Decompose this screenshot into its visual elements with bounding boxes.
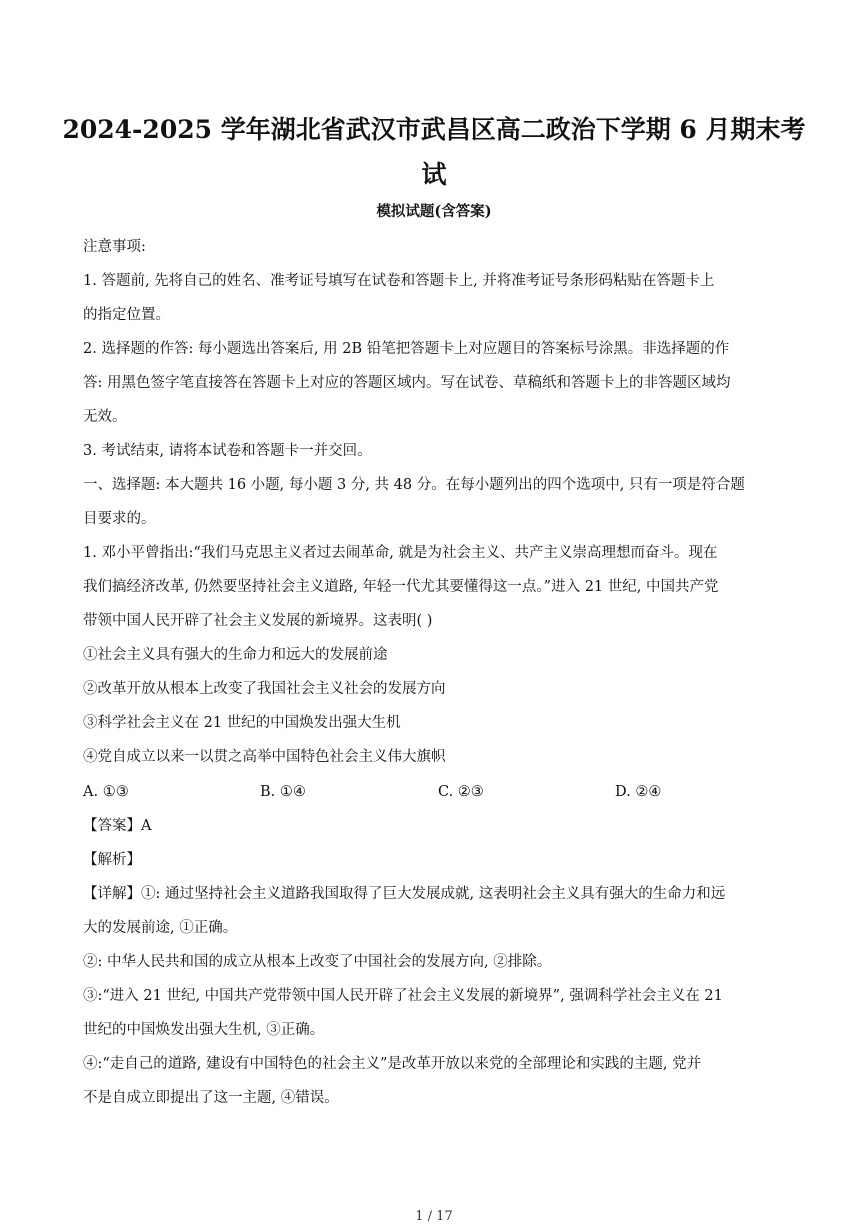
question1-analysis-heading: 【解析】 (83, 852, 141, 868)
section1-line1: 一、选择题: 本大题共 16 小题, 每小题 3 分, 共 48 分。在每小题列出的四个选项中, 只有一项是符合题 (83, 477, 745, 493)
page-number: 1 / 17 (415, 1209, 453, 1224)
question1-statement-3: ③科学社会主义在 21 世纪的中国焕发出强大生机 (83, 715, 401, 731)
option-c: C. ②③ (438, 784, 484, 800)
question1-stem-line3: 带领中国人民开辟了社会主义发展的新境界。这表明( ) (83, 613, 433, 629)
document-title-line2: 试 (421, 160, 447, 189)
question1-stem-line2: 我们搞经济改革, 仍然要坚持社会主义道路, 年轻一代尤其要懂得这一点。”进入 21 世纪, 中国共产党 (83, 579, 719, 595)
notice-item1-line2: 的指定位置。 (83, 307, 170, 323)
question1-detail-line1: 【详解】①: 通过坚持社会主义道路我国取得了巨大发展成就, 这表明社会主义具有强大的生命力和远 (83, 886, 726, 902)
question1-detail-line6: ④:“走自己的道路, 建设有中国特色的社会主义”是改革开放以来党的全部理论和实践的主题, 党并 (83, 1056, 702, 1072)
question1-detail-line2: 大的发展前途, ①正确。 (83, 920, 238, 936)
notice-item2-line3: 无效。 (83, 409, 127, 425)
question1-detail-line7: 不是自成立即提出了这一主题, ④错误。 (83, 1090, 339, 1106)
question1-detail-line3: ②: 中华人民共和国的成立从根本上改变了中国社会的发展方向, ②排除。 (83, 954, 552, 970)
notice-item2-line2: 答: 用黑色签字笔直接答在答题卡上对应的答题区域内。写在试卷、草稿纸和答题卡上的非答题区域均 (83, 375, 731, 391)
document-title-line1: 2024-2025 学年湖北省武汉市武昌区高二政治下学期 6 月期末考 (62, 115, 806, 144)
section1-line2: 目要求的。 (83, 511, 156, 527)
question1-statement-4: ④党自成立以来一以贯之高举中国特色社会主义伟大旗帜 (83, 749, 446, 765)
notice-item3: 3. 考试结束, 请将本试卷和答题卡一并交回。 (83, 443, 372, 459)
notice-item2-line1: 2. 选择题的作答: 每小题选出答案后, 用 2B 铅笔把答题卡上对应题目的答案标号涂黑。非选择题的作 (83, 341, 730, 357)
question1-detail-line5: 世纪的中国焕发出强大生机, ③正确。 (83, 1022, 325, 1038)
question1-stem-line1: 1. 邓小平曾指出:“我们马克思主义者过去闹革命, 就是为社会主义、共产主义崇高理想而奋斗。现在 (83, 545, 718, 561)
question1-statement-1: ①社会主义具有强大的生命力和远大的发展前途 (83, 647, 388, 663)
option-d: D. ②④ (615, 784, 662, 800)
question1-detail-line4: ③:“进入 21 世纪, 中国共产党带领中国人民开辟了社会主义发展的新境界”, 强调科学社会主义在 21 (83, 988, 723, 1004)
notice-heading: 注意事项: (83, 239, 146, 255)
option-a: A. ①③ (83, 784, 129, 800)
option-b: B. ①④ (260, 784, 306, 800)
question1-options (83, 781, 788, 803)
question1-answer: 【答案】A (83, 818, 152, 834)
question1-statement-2: ②改革开放从根本上改变了我国社会主义社会的发展方向 (83, 681, 446, 697)
document-subtitle: 模拟试题(含答案) (376, 203, 492, 220)
notice-item1-line1: 1. 答题前, 先将自己的姓名、准考证号填写在试卷和答题卡上, 并将准考证号条形码粘贴在答题卡上 (83, 273, 715, 289)
